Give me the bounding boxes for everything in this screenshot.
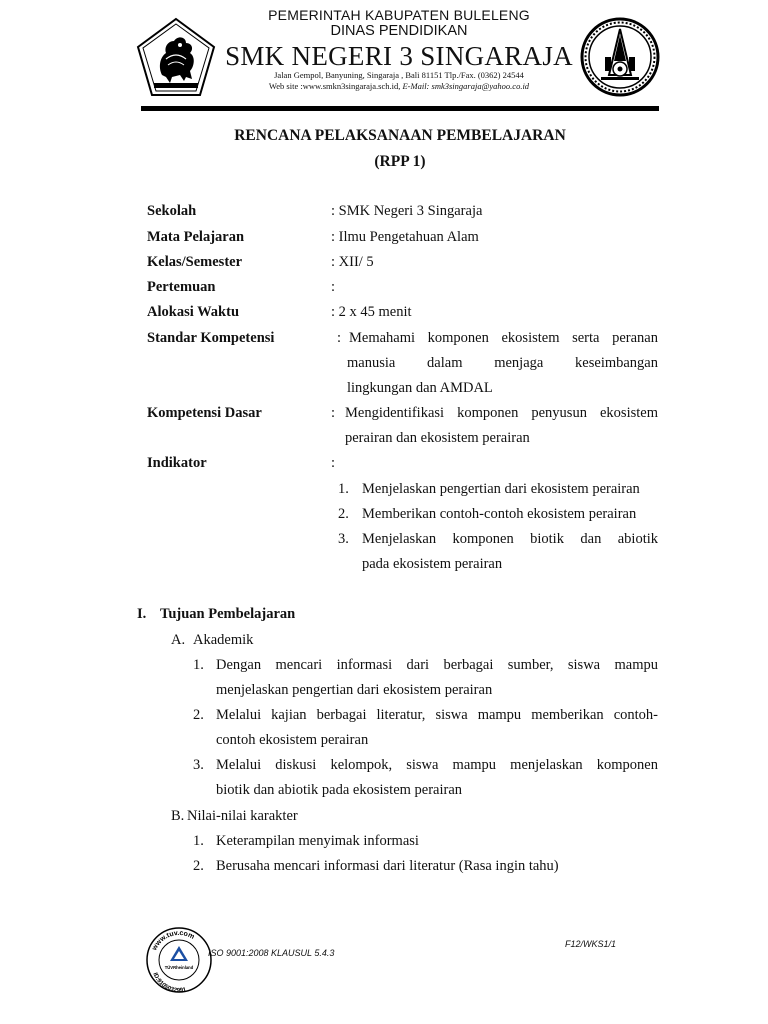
- standar-kompetensi-label: Standar Kompetensi: [147, 330, 275, 346]
- akademik-item-continued: biotik dan abiotik pada ekosistem perairan: [216, 782, 463, 798]
- akademik-item: Dengan mencari informasi dari berbagai sumber, siswa mampu: [216, 657, 658, 673]
- svg-text:ID:9105032991: [151, 972, 187, 994]
- subsection-letter: B.: [171, 808, 185, 824]
- document-subtitle: (RPP 1): [374, 153, 426, 170]
- buleleng-regency-emblem-icon: [136, 17, 216, 99]
- akademik-item-continued: menjelaskan pengertian dari ekosistem perairan: [216, 682, 493, 698]
- akademik-item: Melalui kajian berbagai literatur, siswa mampu memberikan contoh-: [216, 707, 658, 723]
- school-address: Jalan Gempol, Banyuning, Singaraja , Bali 81151 Tlp./Fax. (0362) 24544: [274, 70, 524, 80]
- akademik-number: 1.: [193, 657, 204, 673]
- indikator-item: Menjelaskan komponen biotik dan abiotik: [362, 531, 658, 547]
- form-code: F12/WKS1/1: [565, 939, 617, 949]
- standar-kompetensi-line-3: lingkungan dan AMDAL: [347, 380, 493, 396]
- school-emblem-icon: [579, 13, 661, 101]
- standar-kompetensi-colon: :: [337, 330, 342, 346]
- letterhead-divider: [141, 106, 659, 111]
- alokasi-waktu-value: : 2 x 45 menit: [331, 304, 412, 320]
- indikator-item: Memberikan contoh-contoh ekosistem perairan: [362, 506, 637, 522]
- standar-kompetensi-line-1: Memahami komponen ekosistem serta peranan: [349, 330, 658, 346]
- indikator-item: Menjelaskan pengertian dari ekosistem perairan: [362, 481, 640, 497]
- karakter-number: 1.: [193, 833, 204, 849]
- karakter-item: Keterampilan menyimak informasi: [216, 833, 419, 849]
- iso-reference: ISO 9001:2008 KLAUSUL 5.4.3: [208, 948, 335, 958]
- pertemuan-label: Pertemuan: [147, 279, 216, 295]
- subsection-title: Akademik: [193, 632, 254, 648]
- school-contact: [218, 81, 580, 91]
- government-name: PEMERINTAH KABUPATEN BULELENG: [268, 7, 530, 23]
- section-heading: Tujuan Pembelajaran: [160, 606, 296, 622]
- akademik-number: 3.: [193, 757, 204, 773]
- mata-pelajaran-label: Mata Pelajaran: [147, 229, 245, 245]
- tuv-url: www.tuv.com: [151, 929, 196, 952]
- mata-pelajaran-value: : Ilmu Pengetahuan Alam: [331, 229, 479, 245]
- karakter-number: 2.: [193, 858, 204, 874]
- akademik-item: Melalui diskusi kelompok, siswa mampu menjelaskan komponen: [216, 757, 658, 773]
- sekolah-value: : SMK Negeri 3 Singaraja: [331, 203, 483, 219]
- kelas-semester-value: : XII/ 5: [331, 254, 374, 270]
- kompetensi-dasar-colon: :: [331, 405, 336, 421]
- subsection-letter: A.: [171, 632, 186, 648]
- tuv-certification-seal-icon: [144, 925, 214, 995]
- kompetensi-dasar-line-1: Mengidentifikasi komponen penyusun ekosistem: [345, 405, 658, 421]
- indikator-number: 3.: [338, 531, 349, 547]
- indikator-label: Indikator: [147, 455, 207, 471]
- kelas-semester-label: Kelas/Semester: [147, 254, 243, 270]
- standar-kompetensi-line-2: manusia dalam menjaga keseimbangan: [347, 355, 658, 371]
- alokasi-waktu-label: Alokasi Waktu: [147, 304, 240, 320]
- document-title: RENCANA PELAKSANAAN PEMBELAJARAN: [234, 127, 566, 144]
- pertemuan-value: :: [331, 279, 336, 295]
- indikator-colon: :: [331, 455, 336, 471]
- subsection-title: Nilai-nilai karakter: [187, 808, 298, 824]
- karakter-item: Berusaha mencari informasi dari literatur (Rasa ingin tahu): [216, 858, 559, 874]
- indikator-number: 1.: [338, 481, 349, 497]
- indikator-number: 2.: [338, 506, 349, 522]
- kompetensi-dasar-label: Kompetensi Dasar: [147, 405, 262, 421]
- sekolah-label: Sekolah: [147, 203, 197, 219]
- department-name: DINAS PENDIDIKAN: [330, 23, 468, 39]
- akademik-item-continued: contoh ekosistem perairan: [216, 732, 369, 748]
- email-text: E-Mail: smk3singaraja@yahoo.co.id: [402, 81, 530, 91]
- website-text: Web site :www.smkn3singaraja.sch.id,: [268, 81, 403, 91]
- tuv-id: ID:9105032991: [151, 971, 187, 995]
- akademik-number: 2.: [193, 707, 204, 723]
- indikator-item-continued: pada ekosistem perairan: [362, 556, 503, 572]
- school-name: SMK NEGERI 3 SINGARAJA: [225, 41, 573, 71]
- kompetensi-dasar-line-2: perairan dan ekosistem perairan: [345, 430, 530, 446]
- tuv-brand: TÜVRheinland: [164, 965, 194, 970]
- section-roman-numeral: I.: [137, 606, 147, 622]
